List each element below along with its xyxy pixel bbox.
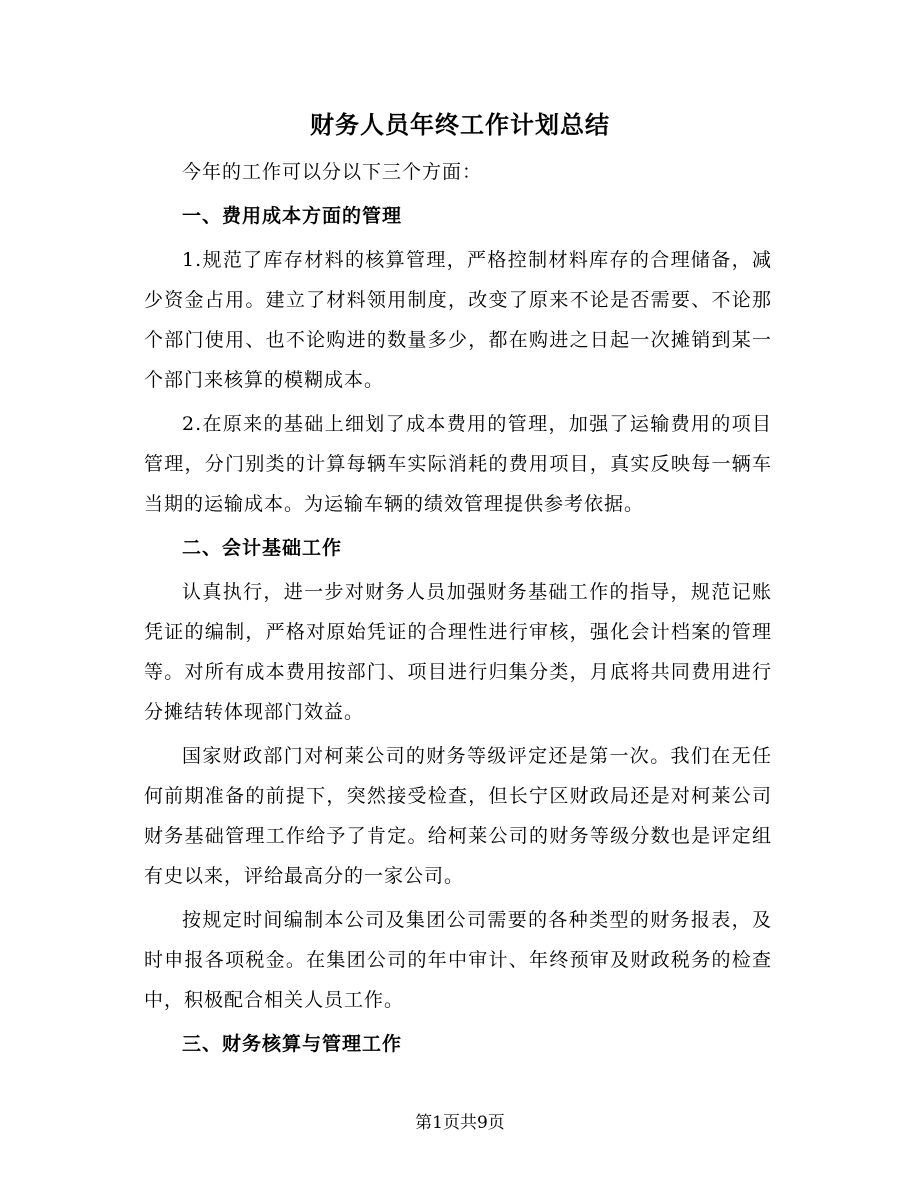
document-body bbox=[144, 152, 772, 1064]
paragraph-item-1: 1.规范了库存材料的核算管理，严格控制材料库存的合理储备，减少资金占用。建立了材料领用制度，改变了原来不论是否需要、不论那个部门使用、也不论购进的数量多少，都在购进之日起一次摊销到某一个部门来核算的模糊成本。 bbox=[144, 249, 772, 391]
section-heading-2: 二、会计基础工作 bbox=[182, 537, 343, 559]
page-number: 第1页共9页 bbox=[415, 1113, 505, 1133]
paragraph-reports: 按规定时间编制本公司及集团公司需要的各种类型的财务报表，及时申报各项税金。在集团公司的年中审计、年终预审及财政税务的检查中，积极配合相关人员工作。 bbox=[144, 909, 772, 1011]
paragraph-accounting-basics: 认真执行，进一步对财务人员加强财务基础工作的指导，规范记账凭证的编制，严格对原始凭证的合理性进行审核，强化会计档案的管理等。对所有成本费用按部门、项目进行归集分类，月底将共同费用进行分摊结转体现部门效益。 bbox=[144, 581, 772, 723]
paragraph-item-2: 2.在原来的基础上细划了成本费用的管理，加强了运输费用的项目管理，分门别类的计算每辆车实际消耗的费用项目，真实反映每一辆车当期的运输成本。为运输车辆的绩效管理提供参考依据。 bbox=[144, 413, 772, 515]
document-title: 财务人员年终工作计划总结 bbox=[310, 110, 610, 139]
paragraph-intro: 今年的工作可以分以下三个方面： bbox=[182, 161, 483, 183]
section-heading-1: 一、费用成本方面的管理 bbox=[182, 205, 403, 227]
section-heading-3: 三、财务核算与管理工作 bbox=[182, 1033, 403, 1055]
paragraph-rating: 国家财政部门对柯莱公司的财务等级评定还是第一次。我们在无任何前期准备的前提下，突然接受检查，但长宁区财政局还是对柯莱公司财务基础管理工作给予了肯定。给柯莱公司的财务等级分数也是评定组有史以来，评给最高分的一家公司。 bbox=[144, 745, 772, 887]
